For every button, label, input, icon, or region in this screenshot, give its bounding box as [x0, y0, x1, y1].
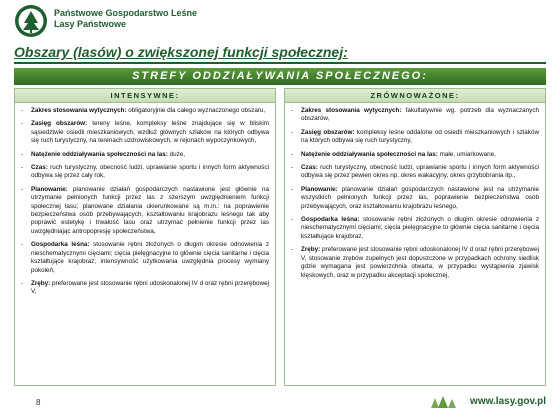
sustainable-list	[285, 103, 545, 280]
item-text: stosowanie rębni złożonych o długim okresie odnowienia z nieschematycznymi cięciami; cięcia pielęgnacyjne to głównie cięcia sanitarne i cięcia kształtujące krajobraz; intensywność użytkowania uwzględnia procesy wymiany pokoleń,	[31, 241, 269, 274]
item-label: Zakres stosowania wytycznych:	[31, 107, 127, 114]
bullet-dash: -	[291, 216, 294, 224]
page-title: Obszary (lasów) o zwiększonej funkcji społecznej:	[14, 44, 348, 60]
bullet-dash: -	[291, 150, 294, 158]
bullet-dash: -	[21, 185, 24, 193]
lasy-panstwowe-logo-icon	[14, 4, 48, 38]
item-label: Gospodarka leśna:	[301, 216, 360, 224]
list-item	[21, 241, 269, 275]
bullet-dash: -	[21, 120, 24, 128]
item-label: Natężenie oddziaływania społeczności na las:	[31, 150, 168, 158]
bullet-dash: -	[21, 150, 24, 158]
list-item	[21, 164, 269, 181]
bullet-dash: -	[21, 107, 24, 114]
list-item	[291, 129, 539, 146]
intensive-list	[15, 103, 275, 297]
item-label: Zasięg obszarów:	[31, 120, 88, 128]
header	[0, 0, 560, 40]
item-text: kompleksy leśne oddalone od osiedli mieszkaniowych i szlaków na których odbywa się ruch turystyczny,	[301, 128, 539, 145]
forest-decoration-icon	[430, 396, 460, 410]
page-number: 8	[36, 398, 41, 407]
list-item	[291, 186, 539, 211]
item-label: Zakres stosowania wytycznych:	[301, 107, 402, 114]
list-item	[21, 120, 269, 145]
list-item	[21, 107, 269, 115]
item-text: ruch turystyczny, obecność ludzi, uprawianie sportu i innych form aktywności odbywa się przez pewien okres np. okres wakacyjny, okres grzybobrania itp.,	[301, 164, 539, 180]
item-label: Zręby:	[301, 246, 321, 254]
title-divider	[14, 62, 546, 64]
list-item	[291, 246, 539, 280]
item-label: Planowanie:	[301, 185, 338, 193]
item-text: preferowane jest stosowanie rębni udoskonalonej IV d oraz rębni przerębowej V,	[31, 279, 269, 296]
bullet-dash: -	[21, 241, 24, 249]
item-label: Natężenie oddziaływania społeczności na las:	[301, 150, 438, 158]
bullet-dash: -	[291, 128, 294, 136]
item-label: Zręby:	[31, 279, 51, 287]
org-line-2: Lasy Państwowe	[54, 19, 127, 29]
list-item	[291, 107, 539, 124]
list-item	[21, 280, 269, 297]
item-label: Zasięg obszarów:	[301, 128, 355, 136]
list-item	[291, 164, 539, 181]
list-item	[21, 151, 269, 159]
item-label: Czas:	[301, 164, 318, 172]
bullet-dash: -	[291, 107, 294, 114]
list-item	[291, 216, 539, 241]
item-text: planowanie działań gospodarczych nastawione jest głównie na utrzymanie pełnionych funkcji przez las z szerszym uwzględnieniem funkcji społecznej lasu; planowane działania ukierunkowane są m.in.: na poprawienie bezpieczeństwa osób przebywających, kształtowaniu krajobrazu leśnego tak aby poprawić estetykę i trwałość lasu oraz utrzymać pełnienie funkcji przez las uwzględniając antropopresję społeczeństwa,	[31, 185, 269, 235]
list-item	[21, 186, 269, 236]
item-text: obligatoryjnie dla całego wyznaczonego obszaru,	[126, 107, 266, 114]
item-text: duże,	[167, 150, 185, 158]
bullet-dash: -	[21, 279, 24, 287]
org-line-1: Państwowe Gospodarstwo Leśne	[54, 8, 198, 18]
website-link[interactable]: www.lasy.gov.pl	[470, 396, 546, 407]
section-banner: STREFY ODDZIAŁYWANIA SPOŁECZNEGO:	[14, 68, 546, 85]
item-text: ruch turystyczny, obecność ludzi, uprawianie sportu i innych form aktywności odbywa się przez cały rok,	[31, 164, 269, 180]
item-label: Czas:	[31, 164, 48, 172]
bullet-dash: -	[21, 164, 24, 172]
column-heading-sustainable: ZRÓWNOWAŻONE:	[285, 89, 545, 103]
item-text: preferowane jest stosowanie rębni udoskonalonej IV d oraz rębni przerębowej V, stosowanie zrębów zupełnych jest dopuszczone w przypadkach ochrony siedlisk gdzie wymagana jest powierzchnia otwarta, w przypadku wystąpienia zjawisk klęskowych, oraz w przypadku akceptacji społecznej,	[301, 246, 539, 279]
item-text: tereny leśne, kompleksy leśne znajdujące się w bliskim sąsiedztwie osiedli mieszkaniowych, wzdłuż głównych szlaków na których odbywa się ruch turystyczny, na terenach uzdrowiskowych, w rejonach wypoczynkowych,	[31, 120, 269, 145]
column-intensive	[14, 88, 276, 386]
bullet-dash: -	[291, 164, 294, 172]
item-text: małe, umiarkowane,	[437, 150, 496, 158]
column-heading-intensive: INTENSYWNE:	[15, 89, 275, 103]
list-item	[291, 151, 539, 159]
item-text: planowanie działań gospodarczych nastawione jest na utrzymanie wszystkich pełnionych funkcji przez las, poprawienie bezpieczeństwa osób przebywających, oraz kształtowaniu krajobrazu leśnego,	[301, 185, 539, 210]
item-label: Gospodarka leśna:	[31, 241, 90, 249]
bullet-dash: -	[291, 246, 294, 254]
bullet-dash: -	[291, 185, 294, 193]
column-sustainable	[284, 88, 546, 386]
item-text: fakultatywnie wg. potrzeb dla wyznaczanych obszarów,	[301, 107, 539, 123]
organization-name	[54, 8, 197, 30]
item-text: stosowanie rębni złożonych o długim okresie odnowienia z nieschematycznymi cięciami; cięcia pielęgnacyjne to głównie cięcia sanitarne i cięcia kształtujące krajobraz,	[301, 216, 539, 240]
item-label: Planowanie:	[31, 185, 68, 193]
footer	[0, 390, 560, 420]
